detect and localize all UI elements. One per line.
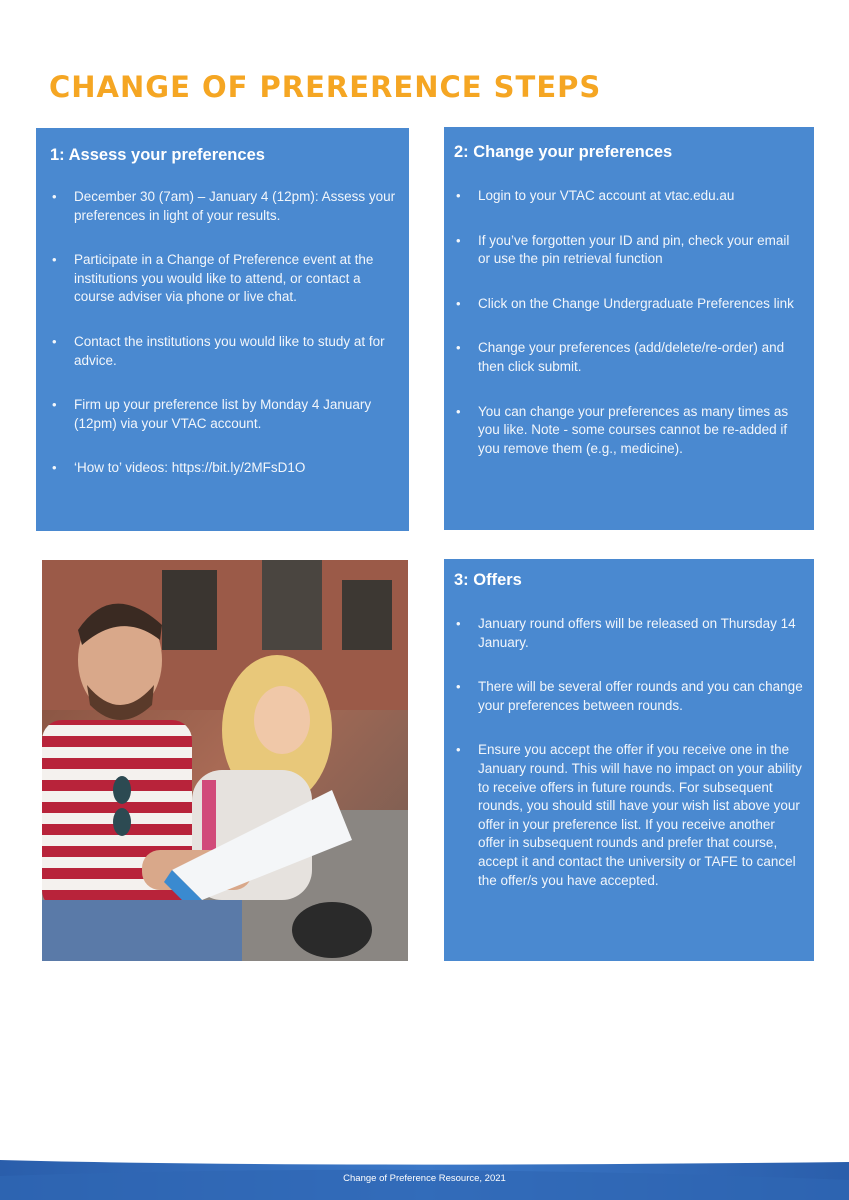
list-item bbox=[454, 232, 804, 269]
list-item bbox=[454, 403, 804, 459]
list-item bbox=[454, 615, 804, 652]
list-item-text: You can change your preferences as many times as you like. Note - some courses cannot be re-added if you remove them (e.g., medicine). bbox=[478, 403, 789, 456]
list-item-text: Contact the institutions you would like to study at for advice. bbox=[74, 333, 385, 368]
list-item-text: December 30 (7am) – January 4 (12pm): Assess your preferences in light of your results. bbox=[74, 189, 396, 223]
bullet-list bbox=[454, 615, 804, 890]
list-item-text: Click on the Change Undergraduate Preferences link bbox=[478, 295, 794, 311]
list-item bbox=[454, 678, 804, 715]
bullet-icon: • bbox=[52, 397, 57, 413]
panel-heading: 2: Change your preferences bbox=[454, 143, 673, 161]
panel-heading: 1: Assess your preferences bbox=[50, 146, 265, 164]
list-item-text: Firm up your preference list by Monday 4 January (12pm) via your VTAC account. bbox=[74, 397, 372, 431]
bullet-icon: • bbox=[456, 679, 461, 695]
page-title: CHANGE OF PRERERENCE STEPS bbox=[49, 70, 602, 104]
list-item-text: If you’ve forgotten your ID and pin, check your email or use the pin retrieval function bbox=[478, 232, 790, 267]
list-item-text: Change your preferences (add/delete/re-order) and then click submit. bbox=[478, 340, 785, 374]
bullet-icon: • bbox=[52, 333, 57, 349]
list-item bbox=[50, 333, 397, 370]
list-item-text: Login to your VTAC account at vtac.edu.au bbox=[478, 188, 735, 203]
bullet-icon: • bbox=[456, 232, 461, 248]
list-item bbox=[454, 295, 804, 314]
bullet-icon: • bbox=[52, 189, 57, 204]
panel-heading: 3: Offers bbox=[454, 571, 522, 589]
list-item-text: There will be several offer rounds and you can change your preferences between rounds. bbox=[478, 679, 803, 713]
bullet-list bbox=[50, 188, 397, 478]
list-item bbox=[454, 741, 804, 890]
list-item bbox=[454, 187, 804, 206]
list-item-text: January round offers will be released on Thursday 14 January. bbox=[478, 616, 796, 650]
list-item-text: Participate in a Change of Preference event at the institutions you would like to attend, or contact a course adviser via phone or live chat. bbox=[74, 252, 374, 305]
list-item bbox=[50, 251, 397, 307]
bullet-icon: • bbox=[456, 188, 461, 203]
assess-preferences-panel bbox=[36, 128, 409, 531]
bullet-icon: • bbox=[456, 340, 461, 356]
bullet-icon: • bbox=[456, 403, 461, 419]
bullet-list bbox=[454, 187, 804, 458]
bullet-icon: • bbox=[52, 252, 57, 268]
bullet-icon: • bbox=[456, 742, 461, 758]
list-item bbox=[50, 459, 397, 478]
bullet-icon: • bbox=[456, 295, 461, 311]
change-preferences-panel bbox=[444, 127, 814, 530]
students-photo bbox=[42, 560, 408, 961]
list-item-text: Ensure you accept the offer if you receive one in the January round. This will have no impact on your ability to receive offers in future rounds. For subsequent rounds, you should still have your wish list above your offer in your preference list. If you receive another offer in subsequent rounds and prefer that course, accept it and contact the university or TAFE to cancel the offer/s you have accepted. bbox=[478, 742, 802, 888]
list-item bbox=[50, 188, 397, 225]
list-item bbox=[50, 396, 397, 433]
bullet-icon: • bbox=[456, 616, 461, 631]
bullet-icon: • bbox=[52, 460, 57, 476]
video-link[interactable]: ‘How to’ videos: https://bit.ly/2MFsD1O bbox=[74, 460, 306, 476]
list-item bbox=[454, 339, 804, 376]
offers-panel bbox=[444, 559, 814, 961]
footer-text: Change of Preference Resource, 2021 bbox=[343, 1173, 506, 1184]
